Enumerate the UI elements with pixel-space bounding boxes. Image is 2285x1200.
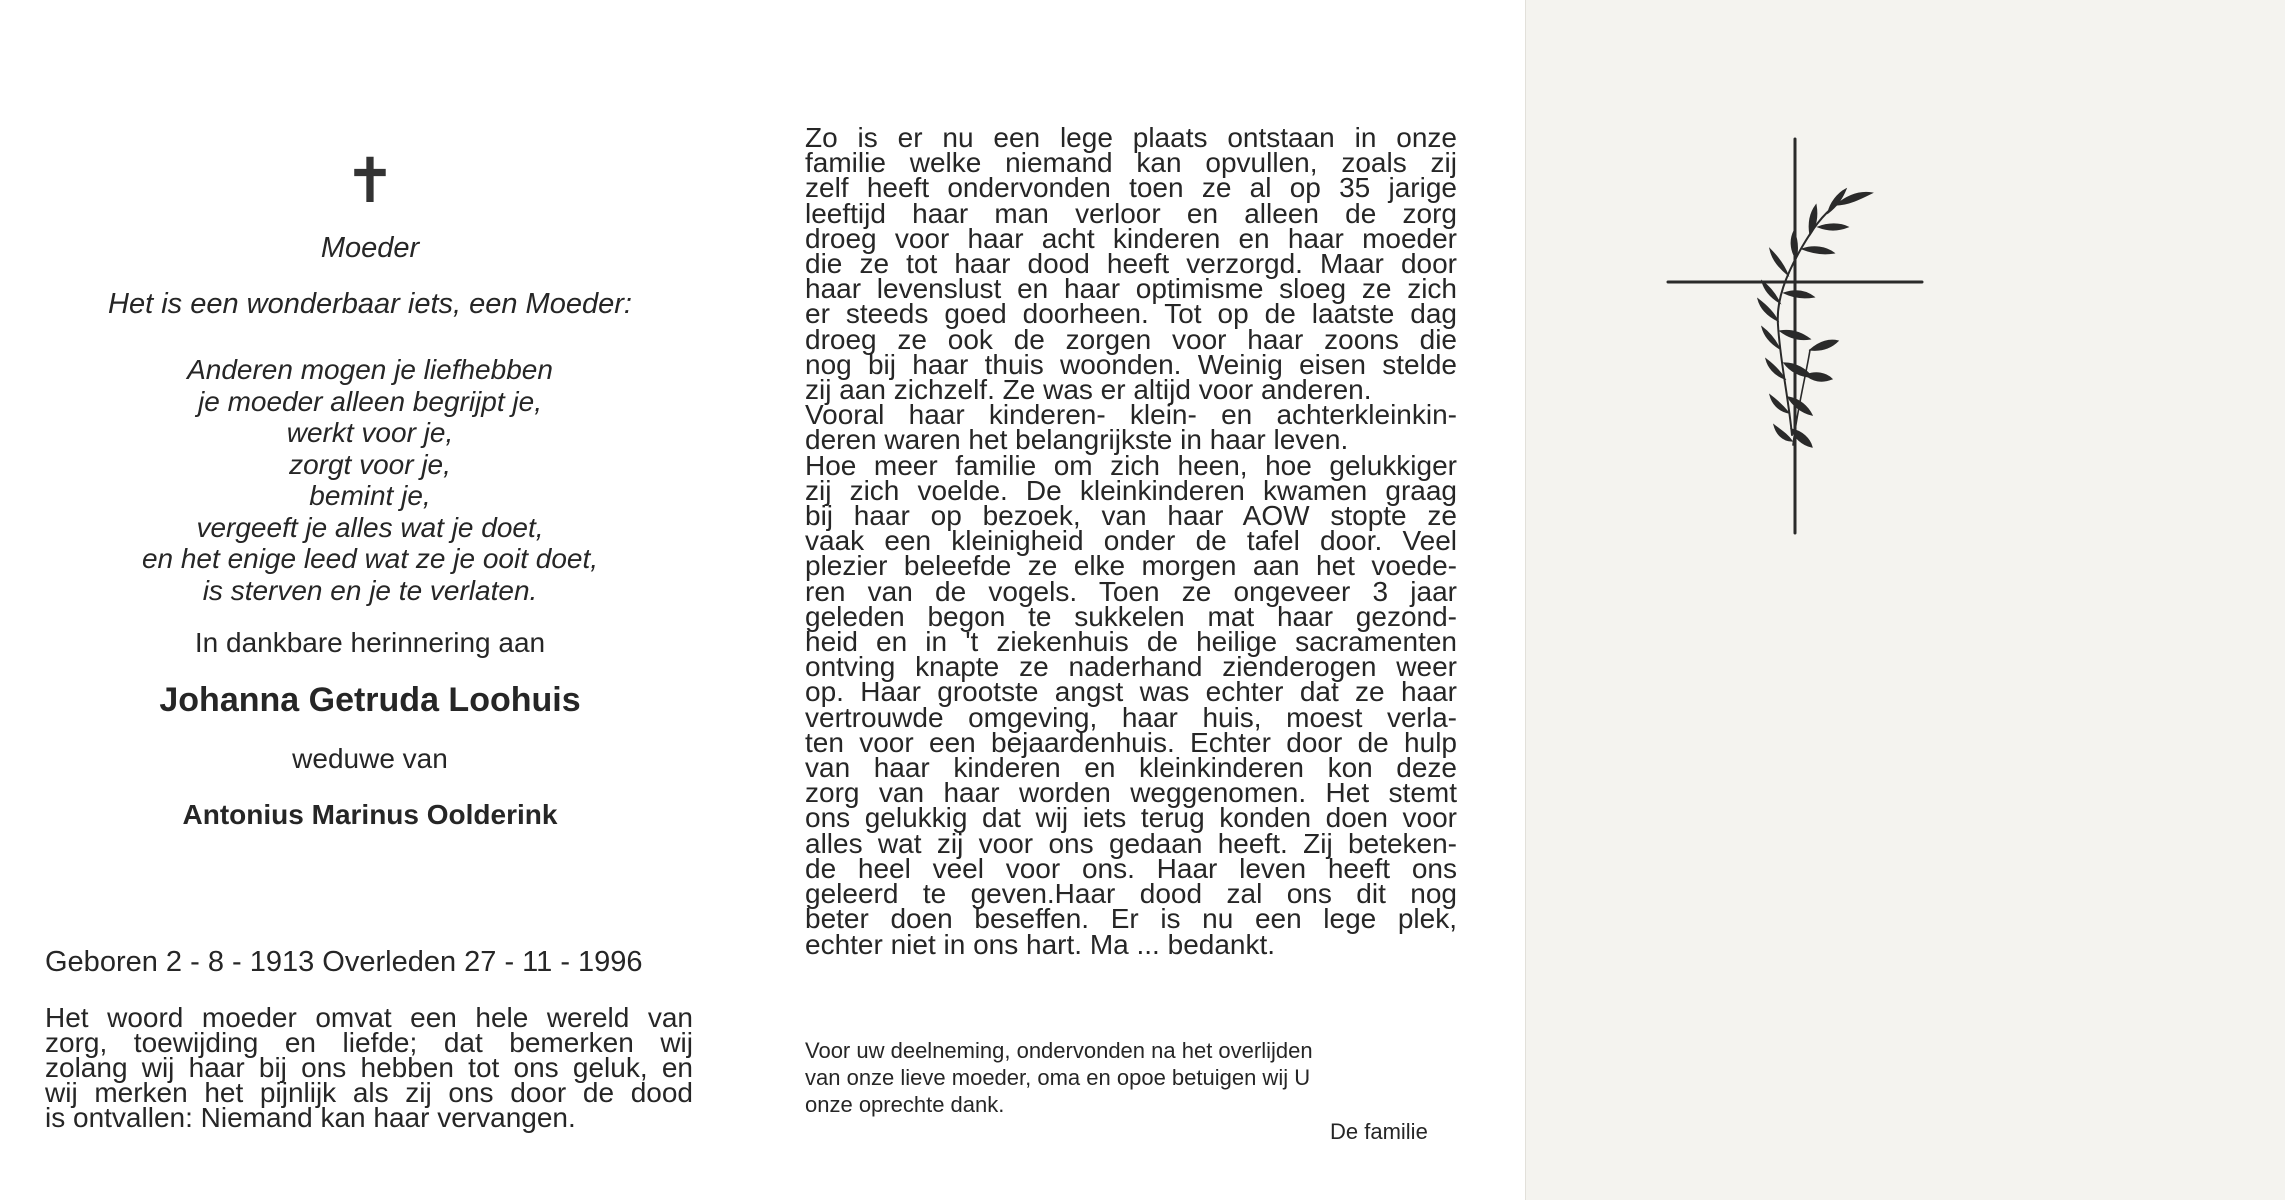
biography-line: nog bij haar thuis woonden. Weinig eisen stelde	[805, 348, 1457, 380]
biography-line: geleerd te geven.Haar dood zal ons dit nog	[805, 878, 1457, 910]
biography-line: vaak een kleinigheid onder de tafel door. Veel	[805, 525, 1457, 557]
biography-line: ontving knapte ze naderhand zienderogen weer	[805, 651, 1457, 683]
biography-line: ren van de vogels. Toen ze ongeveer 3 jaar	[805, 575, 1457, 607]
cross-icon: ✝	[344, 144, 396, 217]
biography-line: Zo is er nu een lege plaats ontstaan in onze	[805, 122, 1457, 153]
deceased-name: Johanna Getruda Loohuis	[159, 681, 581, 719]
paragraph-line: zolang wij haar bij ons hebben tot ons geluk, en	[45, 1052, 693, 1083]
biography-line: die ze tot haar dood heeft verzorgd. Maar door	[805, 248, 1457, 280]
memorial-intro: In dankbare herinnering aan	[194, 627, 546, 658]
biography-line: beter doen beseffen. Er is nu een lege plek,	[805, 903, 1457, 935]
biography-line: geleden begon te sukkelen mat haar gezond-	[805, 600, 1457, 632]
biography-line: droeg ze ook de zorgen voor haar zoons die	[805, 323, 1457, 355]
biography-column	[805, 122, 1457, 960]
poem	[40, 354, 700, 606]
thanks-line: onze oprechte dank.	[805, 1092, 1005, 1117]
paragraph-line: wij merken het pijnlijk als zij ons door de dood	[45, 1077, 693, 1108]
biography-line: familie welke niemand kan opvullen, zoals zij	[805, 147, 1457, 179]
biography-line: Hoe meer familie om zich heen, hoe gelukkiger	[805, 449, 1457, 481]
mother-paragraph	[45, 1002, 693, 1133]
relation-text: weduwe van	[292, 743, 448, 774]
thanks-note	[805, 1037, 1465, 1118]
paragraph-line: Het woord moeder omvat een hele wereld van	[45, 1002, 693, 1033]
biography-line: droeg voor haar acht kinderen en haar moeder	[805, 222, 1457, 254]
biography-line: heid en in 't ziekenhuis de heilige sacramenten	[805, 626, 1457, 658]
thanks-line: van onze lieve moeder, oma en opoe betuigen wij U	[805, 1065, 1311, 1090]
spouse-name: Antonius Marinus Oolderink	[182, 799, 558, 830]
poem-title: Moeder	[320, 232, 420, 264]
paragraph-line: zorg, toewijding en liefde; dat bemerken wij	[45, 1027, 693, 1058]
biography-line: alles wat zij voor ons gedaan heeft. Zij beteken-	[805, 827, 1457, 859]
poem-line: is sterven en je te verlaten.	[202, 574, 538, 606]
poem-line: je moeder alleen begrijpt je,	[198, 385, 542, 417]
biography-line: vertrouwde omgeving, haar huis, moest verla-	[805, 701, 1457, 733]
biography-line: ons gelukkig dat wij iets terug konden doen voor	[805, 802, 1457, 834]
poem-intro: Het is een wonderbaar iets, een Moeder:	[108, 288, 632, 320]
biography-line: Vooral haar kinderen- klein- en achterkleinkin-	[805, 399, 1457, 431]
cross-with-olive-branch-icon	[1660, 135, 1930, 545]
biography-line: echter niet in ons hart. Ma ... bedankt.	[805, 928, 1276, 960]
biography-line: bij haar op bezoek, van haar AOW stopte ze	[805, 500, 1457, 532]
biography-line: er steeds goed doorheen. Tot op de laatste dag	[805, 298, 1457, 330]
biography-line: leeftijd haar man verloor en alleen de zorg	[805, 197, 1457, 229]
poem-line: werkt voor je,	[286, 417, 454, 448]
paragraph-line: is ontvallen: Niemand kan haar vervangen.	[45, 1102, 576, 1133]
biography-line: zorg van haar worden weggenomen. Het stemt	[805, 777, 1457, 809]
birth-death-dates: Geboren 2 - 8 - 1913 Overleden 27 - 11 - 1996	[45, 946, 643, 978]
poem-line: bemint je,	[309, 480, 431, 511]
biography-line: haar levenslust en haar optimisme sloeg ze zich	[805, 273, 1457, 305]
poem-column	[40, 144, 700, 832]
biography-line: zij zich voelde. De kleinkinderen kwamen graag	[805, 474, 1457, 506]
biography-line: van haar kinderen en kleinkinderen kon deze	[805, 752, 1457, 784]
thanks-line: Voor uw deelneming, ondervonden na het overlijden	[805, 1038, 1313, 1063]
poem-line: Anderen mogen je liefhebben	[187, 354, 553, 385]
family-signature: De familie	[1330, 1119, 1428, 1144]
poem-line: zorgt voor je,	[289, 448, 451, 480]
poem-line: vergeeft je alles wat je doet,	[196, 511, 544, 543]
biography-line: plezier beleefde ze elke morgen aan het voede-	[805, 550, 1457, 582]
biography-line: zelf heeft ondervonden toen ze al op 35 jarige	[805, 172, 1457, 204]
biography-line: ten voor een bejaardenhuis. Echter door de hulp	[805, 726, 1457, 758]
biography-line: de heel veel voor ons. Haar leven heeft ons	[805, 852, 1457, 884]
biography-line: deren waren het belangrijkste in haar leven.	[805, 424, 1349, 456]
biography-line: zij aan zichzelf. Ze was er altijd voor anderen.	[805, 374, 1372, 406]
poem-line: en het enige leed wat ze je ooit doet,	[141, 543, 599, 574]
biography-line: op. Haar grootste angst was echter dat ze haar	[805, 676, 1457, 708]
